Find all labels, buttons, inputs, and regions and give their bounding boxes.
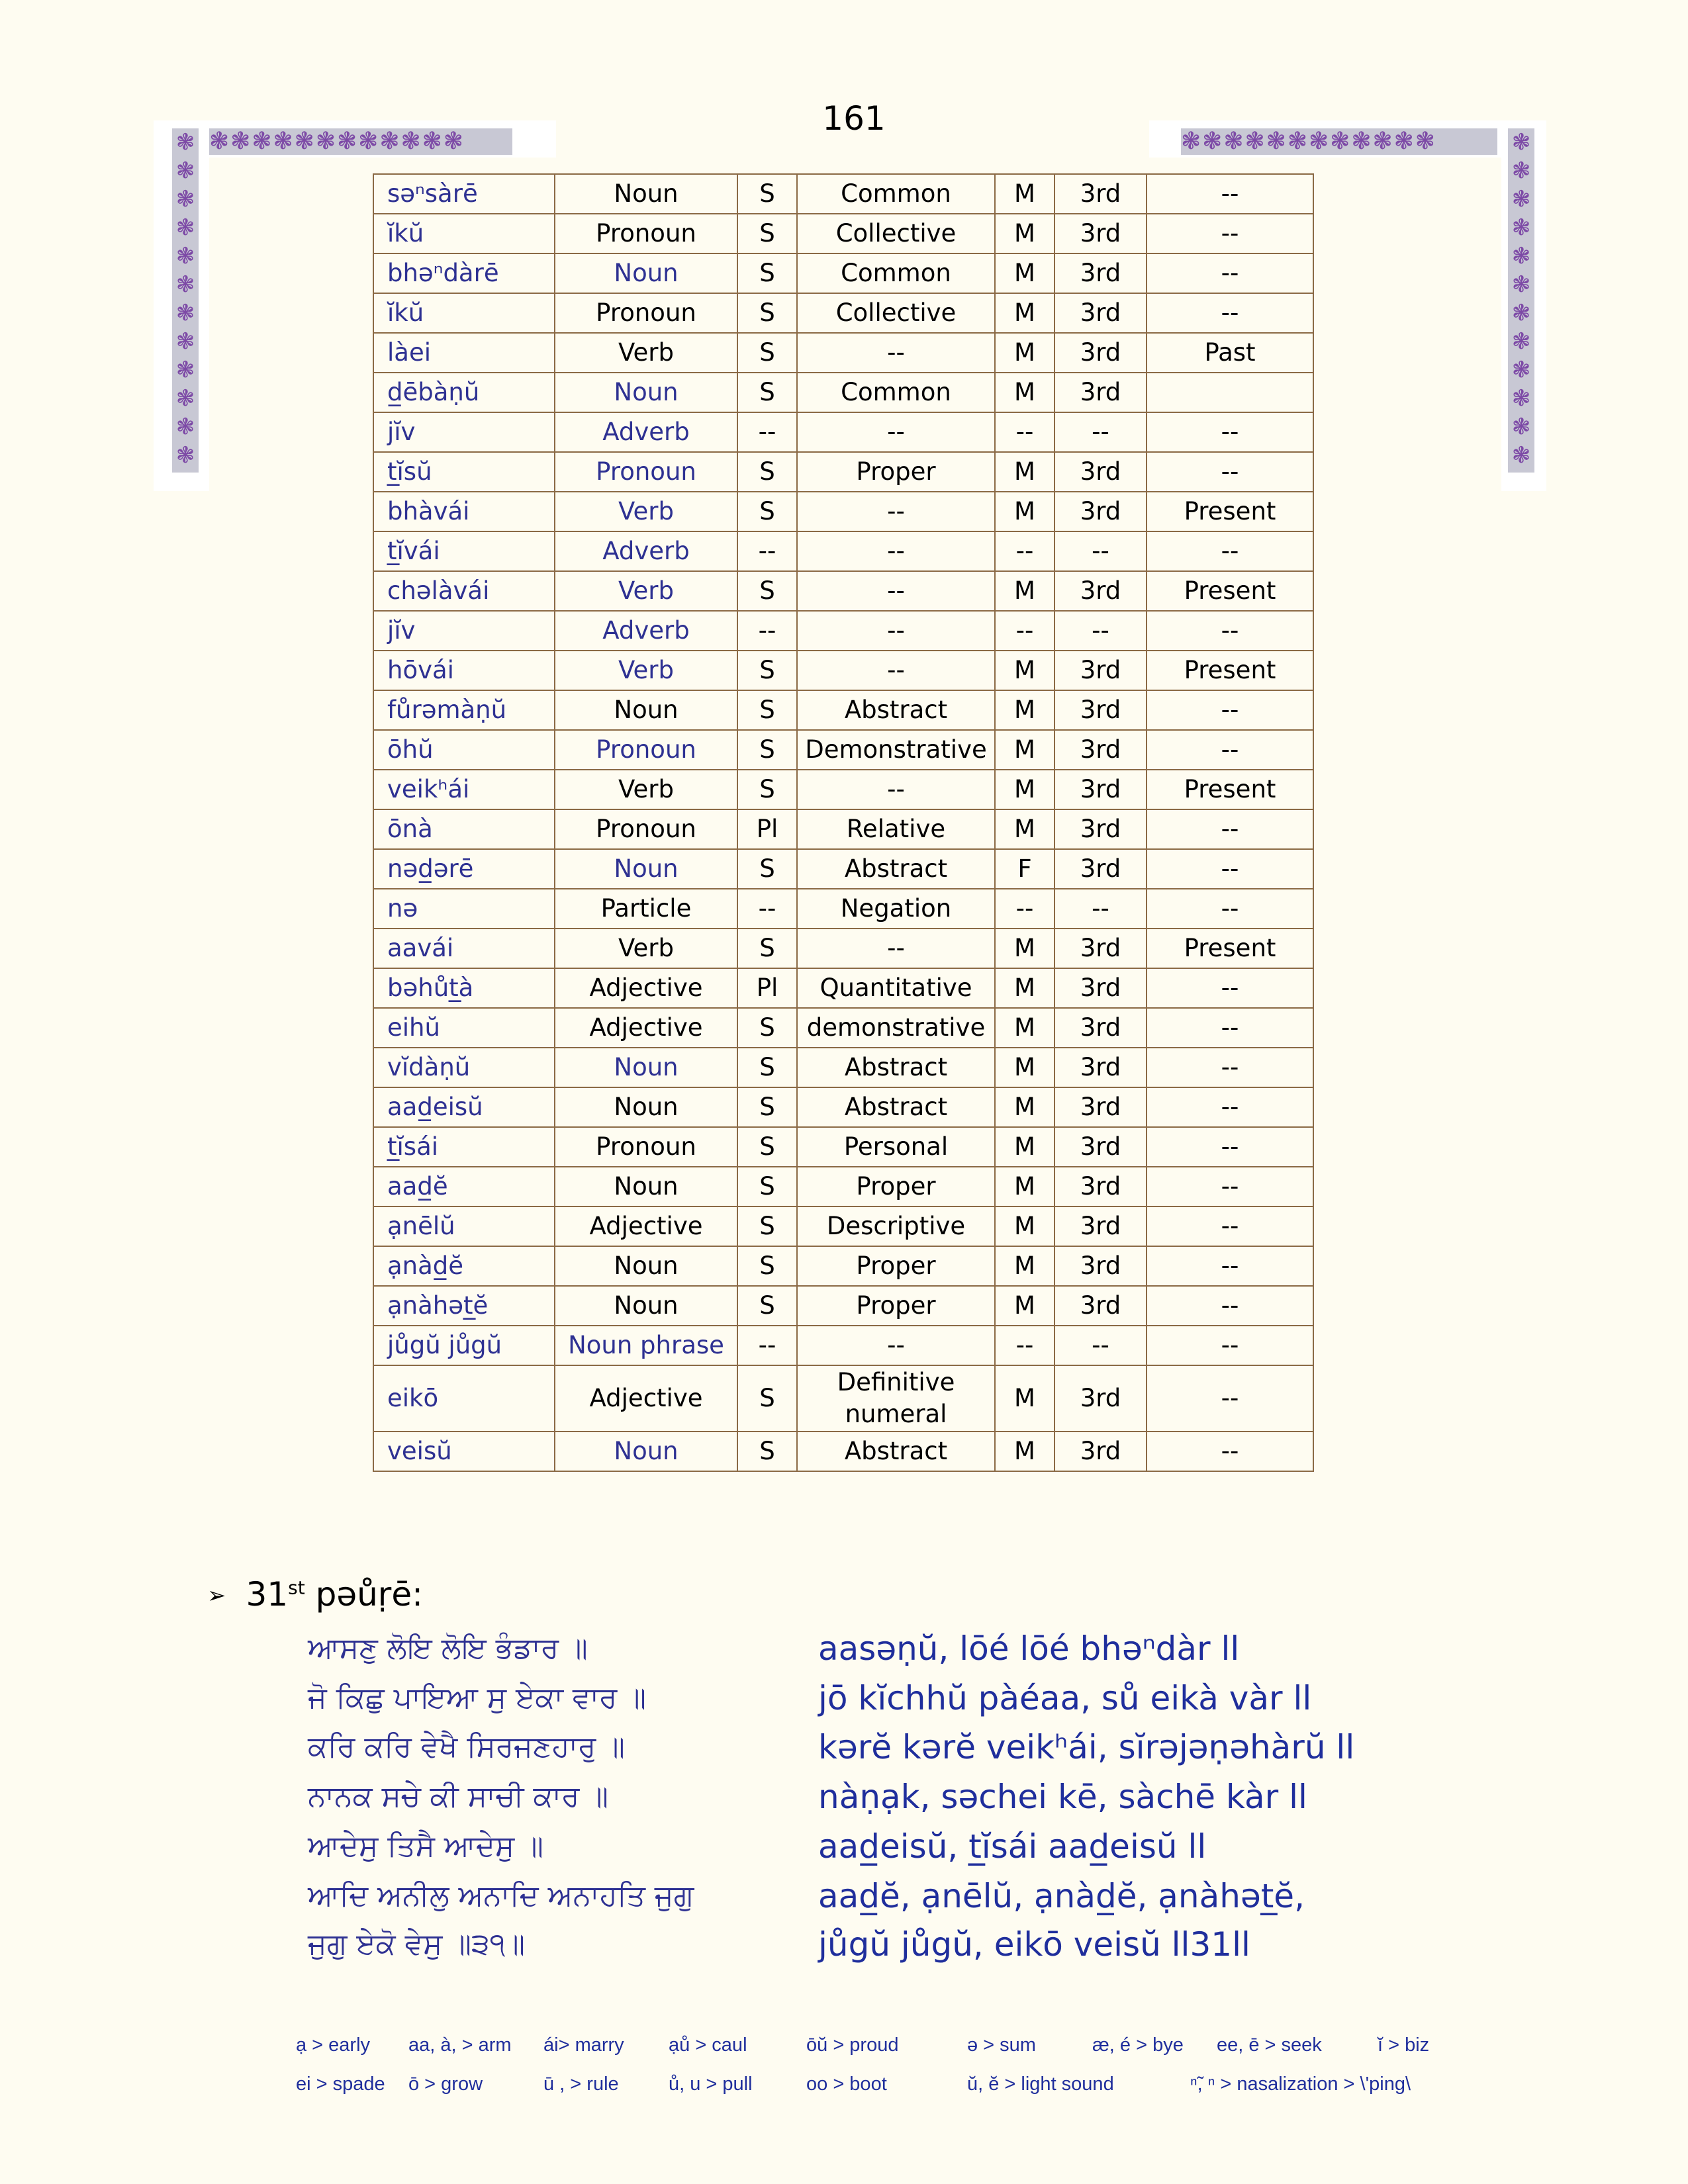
word-cell: nəd̲ərē [373,849,555,889]
word-cell: ĭkŭ [373,293,555,333]
word-cell: bhàvái [373,492,555,531]
pos-cell: Adverb [555,531,737,571]
table-row [373,929,1313,968]
gender-cell: M [995,293,1055,333]
table-row [373,571,1313,611]
word-cell: hōvái [373,651,555,690]
pos-cell: Noun [555,1432,737,1471]
word-cell: jĭv [373,412,555,452]
word-cell: chəlàvái [373,571,555,611]
person-cell: 3rd [1055,849,1147,889]
number-cell: S [737,1206,797,1246]
type-cell: Collective [797,214,995,253]
pronunciation-key-item: ei > spade [296,2073,385,2095]
ornament-right-column: ❃ ❃ ❃ ❃ ❃ ❃ ❃ ❃ ❃ ❃ ❃ ❃ [1508,128,1534,473]
type-cell: Common [797,373,995,412]
type-cell: Proper [797,1246,995,1286]
tense-cell: -- [1147,293,1313,333]
gender-cell: F [995,849,1055,889]
table-row [373,452,1313,492]
person-cell: -- [1055,1326,1147,1365]
word-cell: ạnēlŭ [373,1206,555,1246]
table-row [373,1432,1313,1471]
tense-cell: -- [1147,849,1313,889]
pos-cell: Noun [555,373,737,412]
tense-cell: -- [1147,730,1313,770]
word-cell: d̲ēbàṇŭ [373,373,555,412]
gender-cell: M [995,770,1055,809]
person-cell: 3rd [1055,214,1147,253]
word-cell: làei [373,333,555,373]
number-cell: Pl [737,809,797,849]
word-cell: vĭdàṇŭ [373,1048,555,1087]
type-cell: Demonstrative [797,730,995,770]
tense-cell: -- [1147,1206,1313,1246]
person-cell: 3rd [1055,174,1147,214]
table-row [373,492,1313,531]
table-row [373,1246,1313,1286]
transliteration-line: aad̲ĕ, ạnēlŭ, ạnàd̲ĕ, ạnàhət̲ĕ, [818,1877,1305,1915]
pos-cell: Verb [555,651,737,690]
tense-cell: -- [1147,1087,1313,1127]
number-cell: S [737,214,797,253]
person-cell: 3rd [1055,293,1147,333]
number-cell: S [737,1127,797,1167]
gender-cell: M [995,690,1055,730]
number-cell: S [737,1087,797,1127]
table-row [373,849,1313,889]
type-cell: Personal [797,1127,995,1167]
pos-cell: Noun [555,1246,737,1286]
section-ordinal: 31 [246,1575,289,1614]
pos-cell: Noun [555,690,737,730]
number-cell: S [737,730,797,770]
pos-cell: Adverb [555,611,737,651]
person-cell: 3rd [1055,253,1147,293]
tense-cell: -- [1147,690,1313,730]
number-cell: S [737,174,797,214]
pronunciation-key-item: ə > sum [967,2034,1036,2056]
number-cell: S [737,293,797,333]
tense-cell: -- [1147,1127,1313,1167]
pos-cell: Verb [555,929,737,968]
type-cell: Common [797,174,995,214]
pos-cell: Pronoun [555,452,737,492]
person-cell: 3rd [1055,1048,1147,1087]
pos-cell: Adverb [555,412,737,452]
tense-cell [1147,373,1313,412]
pos-cell: Pronoun [555,214,737,253]
pronunciation-key-item: ŭ, ĕ > light sound [967,2073,1114,2095]
word-cell: aad̲eisŭ [373,1087,555,1127]
gender-cell: M [995,1432,1055,1471]
word-cell: jůgŭ jůgŭ [373,1326,555,1365]
table-row [373,1326,1313,1365]
word-cell: eihŭ [373,1008,555,1048]
pos-cell: Adjective [555,1008,737,1048]
person-cell: -- [1055,611,1147,651]
table-row [373,889,1313,929]
pronunciation-key-item: ái> marry [543,2034,624,2056]
number-cell: S [737,1246,797,1286]
gurmukhi-line: ਜੋ ਕਿਛੁ ਪਾਇਆ ਸੁ ਏਕਾ ਵਾਰ ॥ [308,1681,646,1715]
table-row [373,968,1313,1008]
pronunciation-key-item: ạ > early [296,2034,371,2056]
tense-cell: Present [1147,571,1313,611]
table-row [373,1206,1313,1246]
word-cell: ōhŭ [373,730,555,770]
number-cell: S [737,571,797,611]
tense-cell: -- [1147,1326,1313,1365]
type-cell: Common [797,253,995,293]
pos-cell: Noun [555,1286,737,1326]
pos-cell: Adjective [555,968,737,1008]
tense-cell: Present [1147,492,1313,531]
person-cell: 3rd [1055,1365,1147,1432]
word-cell: fůrəmàṇŭ [373,690,555,730]
person-cell: 3rd [1055,571,1147,611]
type-cell: Collective [797,293,995,333]
person-cell: 3rd [1055,1432,1147,1471]
word-cell: aad̲ĕ [373,1167,555,1206]
table-row [373,412,1313,452]
word-cell: ạnàd̲ĕ [373,1246,555,1286]
gender-cell: M [995,214,1055,253]
gender-cell: M [995,1206,1055,1246]
gender-cell: M [995,730,1055,770]
number-cell: S [737,492,797,531]
gender-cell: M [995,373,1055,412]
pos-cell: Noun [555,1087,737,1127]
type-cell: Relative [797,809,995,849]
ornament-top-right-row: ❃❃❃❃❃❃❃❃❃❃❃❃ [1181,128,1497,155]
tense-cell: Present [1147,651,1313,690]
person-cell: 3rd [1055,492,1147,531]
type-cell: Abstract [797,1432,995,1471]
person-cell: 3rd [1055,1127,1147,1167]
gender-cell: M [995,1048,1055,1087]
tense-cell: -- [1147,1167,1313,1206]
gender-cell: M [995,1127,1055,1167]
table-row [373,531,1313,571]
gender-cell: M [995,1167,1055,1206]
pos-cell: Noun phrase [555,1326,737,1365]
pos-cell: Pronoun [555,809,737,849]
gurmukhi-line: ਜੁਗੁ ਏਕੋ ਵੇਸੁ ॥੩੧॥ [308,1927,526,1961]
gender-cell: M [995,929,1055,968]
tense-cell: Present [1147,770,1313,809]
pronunciation-key-item: oo > boot [806,2073,887,2095]
pronunciation-key-item: ů, u > pull [669,2073,753,2095]
transliteration-line: aad̲eisŭ, t̲ĭsái aad̲eisŭ ll [818,1827,1207,1866]
person-cell: 3rd [1055,1286,1147,1326]
pos-cell: Noun [555,849,737,889]
number-cell: S [737,770,797,809]
number-cell: S [737,1432,797,1471]
section-label: pəůṛē: [315,1575,423,1614]
table-row [373,770,1313,809]
type-cell: -- [797,1326,995,1365]
person-cell: -- [1055,889,1147,929]
number-cell: Pl [737,968,797,1008]
transliteration-line: nàṇạk, səchei kē, sàchē kàr ll [818,1778,1307,1816]
table-row [373,1286,1313,1326]
pos-cell: Noun [555,1048,737,1087]
tense-cell: -- [1147,1432,1313,1471]
type-cell: Abstract [797,690,995,730]
table-row [373,1087,1313,1127]
person-cell: 3rd [1055,333,1147,373]
table-row [373,333,1313,373]
gender-cell: -- [995,611,1055,651]
grammar-table [373,173,1314,1472]
type-cell: Negation [797,889,995,929]
arrow-bullet-icon: ➢ [207,1582,226,1609]
person-cell: -- [1055,412,1147,452]
table-row [373,730,1313,770]
word-cell: ĭkŭ [373,214,555,253]
gender-cell: M [995,809,1055,849]
tense-cell: -- [1147,412,1313,452]
word-cell: jĭv [373,611,555,651]
transliteration-line: jůgŭ jůgŭ, eikō veisŭ ll31ll [818,1925,1250,1964]
person-cell: 3rd [1055,690,1147,730]
ornament-top-left-row: ❃❃❃❃❃❃❃❃❃❃❃❃ [209,128,512,155]
number-cell: S [737,452,797,492]
tense-cell: Past [1147,333,1313,373]
number-cell: -- [737,611,797,651]
gender-cell: M [995,1365,1055,1432]
person-cell: 3rd [1055,770,1147,809]
number-cell: -- [737,1326,797,1365]
person-cell: 3rd [1055,968,1147,1008]
table-row [373,214,1313,253]
gender-cell: M [995,1286,1055,1326]
number-cell: -- [737,412,797,452]
word-cell: veisŭ [373,1432,555,1471]
person-cell: 3rd [1055,1087,1147,1127]
type-cell: Proper [797,452,995,492]
type-cell: -- [797,492,995,531]
gurmukhi-line: ਆਦਿ ਅਨੀਲੁ ਅਨਾਦਿ ਅਨਾਹਤਿ ਜੁਗੁ [308,1879,694,1913]
table-row [373,809,1313,849]
tense-cell: -- [1147,531,1313,571]
type-cell: Definitive numeral [797,1365,995,1432]
pos-cell: Adjective [555,1365,737,1432]
type-cell: -- [797,531,995,571]
word-cell: ōnà [373,809,555,849]
number-cell: -- [737,531,797,571]
type-cell: -- [797,770,995,809]
pronunciation-key-item: aa, à, > arm [408,2034,512,2056]
type-cell: -- [797,571,995,611]
tense-cell: -- [1147,968,1313,1008]
pronunciation-key-item: ee, ē > seek [1217,2034,1322,2056]
gender-cell: M [995,651,1055,690]
tense-cell: -- [1147,611,1313,651]
gender-cell: M [995,492,1055,531]
type-cell: Proper [797,1167,995,1206]
pronunciation-key-item: ⁿ̃, ⁿ > nasalization > \'ping\ [1190,2073,1411,2095]
type-cell: Abstract [797,1048,995,1087]
word-cell: t̲ĭsái [373,1127,555,1167]
table-row [373,174,1313,214]
pos-cell: Noun [555,1167,737,1206]
table-row [373,293,1313,333]
tense-cell: -- [1147,1246,1313,1286]
table-row [373,253,1313,293]
pronunciation-key-item: ū , > rule [543,2073,619,2095]
number-cell: S [737,1286,797,1326]
person-cell: 3rd [1055,373,1147,412]
gurmukhi-line: ਆਦੇਸੁ ਤਿਸੈ ਆਦੇਸੁ ॥ [308,1829,543,1863]
type-cell: Descriptive [797,1206,995,1246]
ornament-left-column: ❃ ❃ ❃ ❃ ❃ ❃ ❃ ❃ ❃ ❃ ❃ ❃ [172,128,199,473]
person-cell: 3rd [1055,651,1147,690]
person-cell: -- [1055,531,1147,571]
gender-cell: M [995,571,1055,611]
person-cell: 3rd [1055,1167,1147,1206]
pos-cell: Verb [555,571,737,611]
pos-cell: Noun [555,174,737,214]
page-number: 161 [822,99,886,138]
table-row [373,1008,1313,1048]
tense-cell: -- [1147,253,1313,293]
gender-cell: -- [995,1326,1055,1365]
gender-cell: M [995,174,1055,214]
tense-cell: -- [1147,889,1313,929]
type-cell: demonstrative [797,1008,995,1048]
word-cell: t̲ĭvái [373,531,555,571]
type-cell: Proper [797,1286,995,1326]
gender-cell: M [995,968,1055,1008]
transliteration-line: aasəṇŭ, lōé lōé bhəⁿdàr ll [818,1629,1240,1668]
tense-cell: -- [1147,452,1313,492]
table-row [373,611,1313,651]
transliteration-line: kərĕ kərĕ veikʰái, sĭrəjəṇəhàrŭ ll [818,1728,1355,1766]
pos-cell: Pronoun [555,293,737,333]
tense-cell: -- [1147,1365,1313,1432]
pos-cell: Adjective [555,1206,737,1246]
person-cell: 3rd [1055,730,1147,770]
gurmukhi-line: ਆਸਣੁ ਲੋਇ ਲੋਇ ਭੰਡਾਰ ॥ [308,1631,588,1665]
table-row [373,1365,1313,1432]
person-cell: 3rd [1055,452,1147,492]
gender-cell: -- [995,412,1055,452]
type-cell: Abstract [797,1087,995,1127]
word-cell: eikō [373,1365,555,1432]
person-cell: 3rd [1055,1008,1147,1048]
person-cell: 3rd [1055,1246,1147,1286]
tense-cell: -- [1147,1008,1313,1048]
number-cell: S [737,849,797,889]
number-cell: -- [737,889,797,929]
number-cell: S [737,1365,797,1432]
tense-cell: Present [1147,929,1313,968]
table-row [373,1167,1313,1206]
tense-cell: -- [1147,214,1313,253]
type-cell: Abstract [797,849,995,889]
pos-cell: Particle [555,889,737,929]
pos-cell: Verb [555,333,737,373]
gender-cell: M [995,452,1055,492]
tense-cell: -- [1147,1048,1313,1087]
type-cell: Quantitative [797,968,995,1008]
pos-cell: Verb [555,492,737,531]
gender-cell: M [995,1087,1055,1127]
person-cell: 3rd [1055,929,1147,968]
gender-cell: M [995,1008,1055,1048]
pronunciation-key-item: ĭ > biz [1378,2034,1430,2056]
type-cell: -- [797,651,995,690]
table-row [373,651,1313,690]
word-cell: ạnàhət̲ĕ [373,1286,555,1326]
number-cell: S [737,253,797,293]
gender-cell: -- [995,531,1055,571]
gender-cell: M [995,1246,1055,1286]
gender-cell: -- [995,889,1055,929]
word-cell: bhəⁿdàrē [373,253,555,293]
type-cell: -- [797,412,995,452]
pos-cell: Pronoun [555,1127,737,1167]
number-cell: S [737,1048,797,1087]
number-cell: S [737,1167,797,1206]
word-cell: t̲ĭsŭ [373,452,555,492]
tense-cell: -- [1147,1286,1313,1326]
transliteration-line: jō kĭchhŭ pàéaa, sů eikà vàr ll [818,1679,1312,1717]
pronunciation-key-item: ōŭ > proud [806,2034,899,2056]
pos-cell: Noun [555,253,737,293]
word-cell: aavái [373,929,555,968]
pronunciation-key-item: ạů > caul [669,2034,747,2056]
number-cell: S [737,929,797,968]
section-ordinal-suffix: st [288,1576,305,1599]
pos-cell: Verb [555,770,737,809]
number-cell: S [737,651,797,690]
pos-cell: Pronoun [555,730,737,770]
pronunciation-key-item: æ, é > bye [1092,2034,1184,2056]
gurmukhi-line: ਕਰਿ ਕਰਿ ਵੇਖੈ ਸਿਰਜਣਹਾਰੁ ॥ [308,1730,625,1764]
table-row [373,373,1313,412]
section-heading [207,1575,423,1614]
word-cell: bəhůt̲à [373,968,555,1008]
person-cell: 3rd [1055,1206,1147,1246]
pronunciation-key-item: ō > grow [408,2073,483,2095]
tense-cell: -- [1147,174,1313,214]
type-cell: -- [797,333,995,373]
type-cell: -- [797,929,995,968]
person-cell: 3rd [1055,809,1147,849]
gurmukhi-line: ਨਾਨਕ ਸਚੇ ਕੀ ਸਾਚੀ ਕਾਰ ॥ [308,1780,609,1813]
table-row [373,690,1313,730]
number-cell: S [737,373,797,412]
type-cell: -- [797,611,995,651]
number-cell: S [737,1008,797,1048]
gender-cell: M [995,253,1055,293]
word-cell: veikʰái [373,770,555,809]
number-cell: S [737,690,797,730]
number-cell: S [737,333,797,373]
gender-cell: M [995,333,1055,373]
word-cell: nə [373,889,555,929]
table-row [373,1127,1313,1167]
table-row [373,1048,1313,1087]
tense-cell: -- [1147,809,1313,849]
word-cell: səⁿsàrē [373,174,555,214]
